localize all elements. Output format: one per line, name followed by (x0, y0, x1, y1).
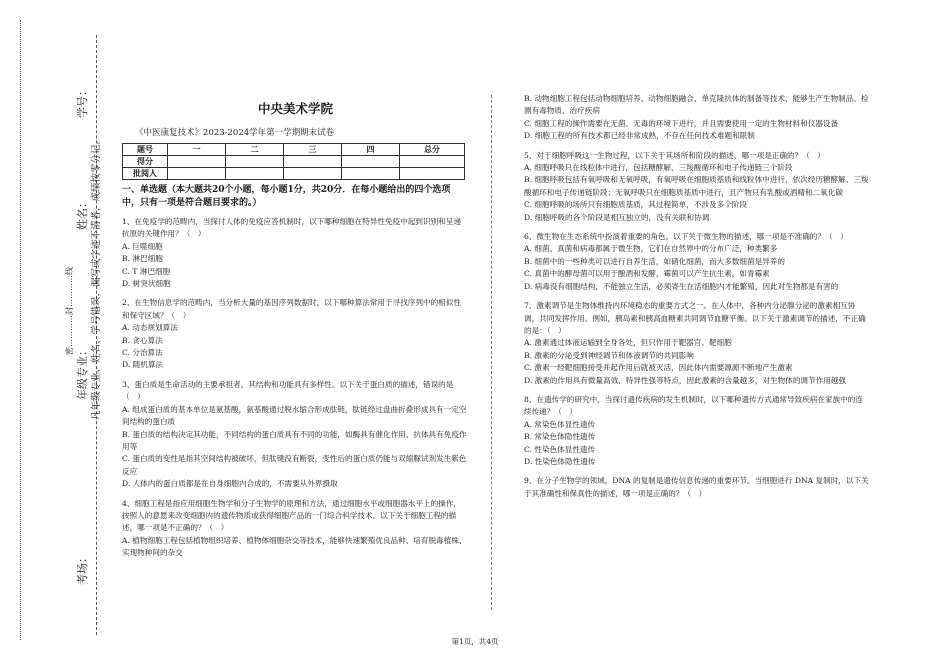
answer-option[interactable]: C. 激素一经靶细胞接受并起作用后就被灭活，因此体内需要源源不断地产生激素 (524, 363, 793, 373)
score-row-label: 得分 (123, 156, 168, 168)
name-label: 姓名： (76, 197, 89, 230)
seal-text: 密…………封…………线 (65, 267, 74, 355)
answer-option[interactable]: B. 蛋白质的结构决定其功能，不同结构的蛋白质具有不同的功能，如酶具有催化作用、抗体具有免疫作用等 (122, 429, 467, 451)
score-col-header: 一 (168, 144, 226, 156)
answer-option[interactable]: D. 细胞工程的所有技术都已经非常成熟，不存在任何技术难题和限制 (524, 131, 755, 141)
question-stem: 6、微生物在生态系统中扮演着重要的角色。以下关于微生物的描述，哪一项是不准确的？（ ） (524, 232, 848, 242)
question-stem: 5、对于细胞呼吸这一生物过程，以下关于其场所和阶段的描述，哪一项是正确的？（ ） (524, 150, 825, 160)
score-cell[interactable] (400, 156, 465, 168)
student-id-label: 学号： (76, 85, 89, 118)
binding-notice: 凡年级专业、姓名、学号错误，漏写或字迹不清者，成绩按零分记。 (91, 134, 102, 420)
question-stem: 1、在免疫学的范畴内，当探讨人体的免疫应答机制时，以下哪种细胞在特异性免疫中起到识别和呈递抗原的关键作用？（ ） (122, 217, 461, 239)
answer-option[interactable]: A. 激素通过体液运输到全身各处，但只作用于靶器官、靶细胞 (524, 338, 732, 348)
answer-option[interactable]: C. 真菌中的酵母菌可以用于酿酒和发酵，霉菌可以产生抗生素，如青霉素 (524, 269, 770, 279)
answer-option[interactable]: D. 树突状细胞 (122, 279, 171, 289)
answer-option[interactable]: A. 常染色体显性遗传 (524, 419, 596, 429)
score-row-label: 题号 (123, 144, 168, 156)
score-cell[interactable] (342, 156, 400, 168)
score-table-row (123, 144, 465, 156)
answer-option[interactable]: B. 激素的分泌受到神经调节和体液调节的共同影响 (524, 350, 694, 360)
answer-option[interactable]: D. 激素的作用具有微量高效、特异性强等特点，因此激素的含量越多，对生物体的调节作用越强 (524, 375, 846, 385)
answer-option[interactable]: C. T 淋巴细胞 (122, 266, 171, 276)
score-cell[interactable] (342, 168, 400, 180)
score-cell[interactable] (226, 156, 284, 168)
exam-subtitle: 《中医康复技术》2023-2024学年第一学期期末试卷 (135, 128, 335, 138)
answer-option[interactable]: A. 植物细胞工程包括植物组织培养、植物体细胞杂交等技术，能够快速繁殖优良品种、培育脱毒植株、实现物种间的杂交 (122, 535, 467, 558)
score-col-header: 四 (342, 144, 400, 156)
score-cell[interactable] (284, 168, 342, 180)
left-column (122, 209, 467, 560)
score-cell[interactable] (168, 168, 226, 180)
exam-site-label: 考场： (76, 552, 89, 585)
column-divider (491, 95, 492, 610)
score-col-header: 二 (226, 144, 284, 156)
question-stem: 3、蛋白质是生命活动的主要承担者，其结构和功能具有多样性。以下关于蛋白质的描述，错误的是（ ） (122, 379, 454, 402)
answer-option[interactable]: C. 分治算法 (122, 348, 163, 358)
answer-option[interactable]: A. 组成蛋白质的基本单位是氨基酸，氨基酸通过脱水缩合形成肽链，肽链经过盘曲折叠形成具有一定空间结构的蛋白质 (122, 404, 467, 427)
question-stem: 7、激素调节是生物体维持内环境稳态的重要方式之一。在人体中，各种内分泌腺分泌的激素相互协调，共同发挥作用。例如，胰岛素和胰高血糖素共同调节血糖平衡。以下关于激素调节的描述，不正确的是：（ ） (524, 301, 866, 335)
answer-option[interactable]: B. 淋巴细胞 (122, 254, 163, 264)
major-label: 年级专业： (76, 345, 89, 400)
seal-line-inner (20, 20, 21, 640)
score-cell[interactable] (400, 168, 465, 180)
answer-option[interactable]: A. 细菌、真菌和病毒都属于微生物，它们在自然界中的分布广泛，种类繁多 (524, 244, 778, 254)
answer-option[interactable]: D. 人体内的蛋白质都是在自身细胞内合成的，不需要从外界摄取 (122, 479, 338, 489)
answer-option[interactable]: C. 细胞呼吸的场所只有细胞质基质，其过程简单，不涉及多个阶段 (524, 200, 747, 210)
answer-option[interactable]: B. 细胞呼吸包括有氧呼吸和无氧呼吸，有氧呼吸在细胞质基质和线粒体中进行，依次经历糖酵解、三羧酸循环和电子传递链阶段；无氧呼吸只在细胞质基质中进行，且产物只有乳酸或酒精和二氧化碳 (524, 175, 869, 197)
score-cell[interactable] (168, 156, 226, 168)
answer-option[interactable]: B. 常染色体隐性遗传 (524, 432, 596, 442)
score-cell[interactable] (226, 168, 284, 180)
answer-option[interactable]: A. 巨噬细胞 (122, 241, 163, 251)
question-stem: 9、在分子生物学的领域，DNA 的复制是遗传信息传递的重要环节。当细胞进行 DNA 复制时，以下关于其准确性和保真性的描述，哪一项是正确的？（ ） (524, 476, 869, 498)
answer-option[interactable]: D. 细胞呼吸的各个阶段是相互独立的，没有关联和协调 (524, 212, 710, 222)
score-row-label: 批阅人 (123, 168, 168, 180)
answer-option[interactable]: B. 细菌中的一些种类可以进行自养生活，如硝化细菌，而大多数细菌是异养的 (524, 256, 785, 266)
answer-option[interactable]: C. 细胞工程的操作需要在无菌、无毒的环境下进行，并且需要使用一定的生物材料和仪器设备 (524, 118, 839, 128)
score-cell[interactable] (284, 156, 342, 168)
question-stem: 4、细胞工程是指应用细胞生物学和分子生物学的原理和方法，通过细胞水平或细胞器水平上的操作，按照人的意愿来改变细胞内的遗传物质或获得细胞产品的一门综合科学技术。以下关于细胞工程的描述，哪一项是不正确的？（ ） (122, 498, 461, 533)
answer-option[interactable]: B. 动物细胞工程包括动物细胞培养、动物细胞融合、单克隆抗体的制备等技术，能够生产生物制品、检测有毒物质、治疗疾病 (524, 94, 869, 116)
score-table-row (123, 156, 465, 168)
answer-option[interactable]: D. 随机算法 (122, 360, 164, 370)
question-stem: 2、在生物信息学的范畴内，当分析大量的基因序列数据时，以下哪种算法常用于寻找序列中的相似性和保守区域？（ ） (122, 298, 461, 320)
binding-strip (0, 0, 110, 672)
answer-option[interactable]: A. 细胞呼吸只在线粒体中进行，包括糖酵解、三羧酸循环和电子传递链三个阶段 (524, 163, 793, 173)
answer-option[interactable]: A. 动态规划算法 (122, 323, 178, 333)
score-table-row (123, 168, 465, 180)
answer-option[interactable]: D. 性染色体隐性遗传 (524, 456, 596, 466)
score-col-header: 总分 (400, 144, 465, 156)
section-heading: 一、单选题（本大题共20个小题，每小题1分，共20分．在每小题给出的四个选项中，只有一项是符合题目要求的。） (122, 185, 451, 208)
school-title: 中央美术学院 (258, 101, 334, 116)
question-stem: 8、在遗传学的研究中，当探讨遗传疾病的发生机制时，以下哪种遗传方式通常导致疾病在家族中的连续传递？（ ） (524, 394, 863, 417)
answer-option[interactable]: C. 性染色体显性遗传 (524, 444, 596, 454)
right-column (524, 93, 869, 500)
score-table (122, 143, 465, 180)
page-footer: 第1页，共4页 (451, 637, 499, 646)
answer-option[interactable]: B. 贪心算法 (122, 335, 163, 345)
score-col-header: 三 (284, 144, 342, 156)
answer-option[interactable]: C. 蛋白质的变性是指其空间结构被破坏，但肽键没有断裂，变性后的蛋白质仍能与双缩脲试剂发生紫色反应 (122, 454, 467, 476)
answer-option[interactable]: D. 病毒没有细胞结构，不能独立生活，必须寄生在活细胞内才能繁殖，因此对生物都是有害的 (524, 281, 839, 291)
